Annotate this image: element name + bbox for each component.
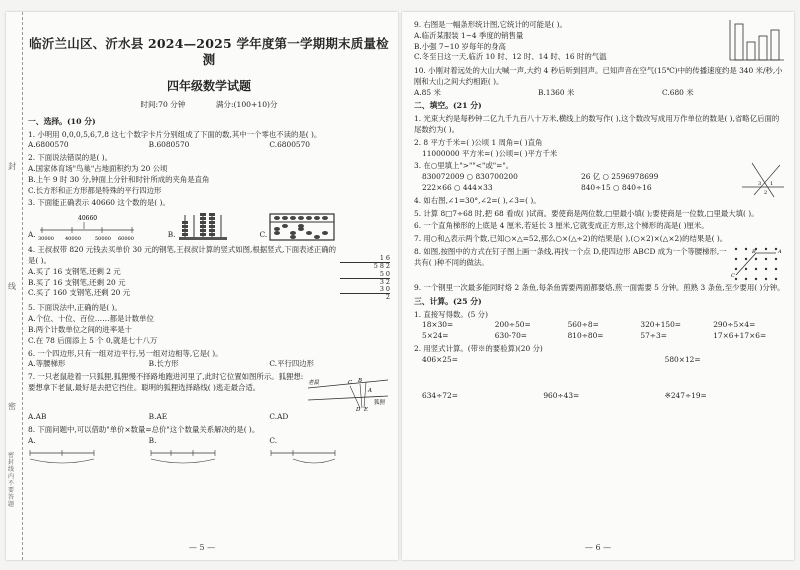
- question-4: 4. 王叔叔带 820 元钱去买单价 30 元的钢笔,王叔叔计算的竖式如图,根据竖式,下面表述正确的是( )。: [28, 245, 337, 265]
- question-10: 10. 小刚对着远处的大山大喊一声,大约 4 秒后听到回声。已知声音在空气(15℃)中的传播速度约是 340 米/秒,小刚和大山之间大约相距( )。: [414, 66, 783, 86]
- calc-item: 630-70=: [494, 331, 527, 341]
- option-label: A.: [28, 230, 36, 240]
- question-4-block: [28, 243, 390, 301]
- tick-label: 50000: [94, 236, 111, 242]
- svg-text:2: 2: [764, 190, 768, 197]
- division-line: 5 8 2: [340, 262, 390, 270]
- calc-item: [543, 355, 664, 391]
- option: B.AE: [148, 412, 168, 422]
- option-label: B.: [148, 435, 157, 445]
- calc-item: 5×24=: [422, 331, 449, 341]
- point-label: A: [368, 388, 372, 395]
- point-label: B: [358, 378, 363, 385]
- option: A.国家体育场"鸟巢"占地面积约为 20 公顷: [28, 163, 168, 173]
- compare-row: [414, 172, 740, 183]
- binding-word: 密: [8, 402, 16, 411]
- point-label: E: [364, 407, 369, 413]
- exam-meta: [28, 100, 390, 111]
- option: C.AD: [269, 412, 289, 422]
- bar-graph-figure: [726, 18, 786, 64]
- option: C.冬至日这一天,临沂 10 时、12 时、14 时、16 时的气温: [414, 52, 607, 62]
- long-division-figure: [340, 243, 390, 301]
- compare-item: 26 亿 ○ 2596978699: [581, 172, 659, 182]
- division-line: 2: [385, 293, 390, 302]
- segment-diagram-c: [269, 447, 339, 467]
- division-line: 3 2: [379, 277, 390, 286]
- number-line-option: [28, 213, 138, 241]
- option: [269, 436, 390, 467]
- binding-note: 密封线内不要答题: [8, 452, 15, 508]
- question-2: 2. 下面说法错误的是( )。: [28, 153, 113, 163]
- option-label: B.: [167, 230, 176, 240]
- exam-page-5: [6, 12, 398, 560]
- question-9-block: [414, 18, 786, 64]
- segment-diagram-a: [28, 447, 98, 467]
- fill-8-block: [414, 245, 786, 281]
- vertical-calc-row: [414, 355, 786, 391]
- question-10-options: [414, 88, 786, 99]
- option: C.在 78 后面添上 5 个 0,就是七十八万: [28, 335, 158, 345]
- option: A.AB: [28, 412, 47, 422]
- point-label: C: [731, 272, 735, 279]
- calc-item: 57÷3=: [640, 331, 667, 341]
- fill-6: 6. 一个直角梯形的上底是 4 厘米,若延长 3 厘米,它就变成正方形,这个梯形的高是( )厘米。: [414, 221, 709, 231]
- binding-word: 线: [8, 282, 16, 291]
- fill-5: 5. 计算 8□7÷68 时,把 68 看成( )试商。要使商是两位数,□里最小填( );要使商是一位数,□里最大填( )。: [414, 208, 759, 218]
- vertical-calc-row: [414, 391, 786, 427]
- option: B.上午 9 时 30 分,钟面上分针和时针所成的夹角是直角: [28, 174, 210, 184]
- option-label: C.: [269, 435, 278, 445]
- compare-item: 830072009 ○ 830700200: [422, 172, 518, 182]
- section-heading: 三、计算。(25 分): [414, 296, 482, 306]
- question-5: 5. 下面说法中,正确的是( )。: [28, 303, 122, 313]
- option: A.临沂某服装 1~4 季度的销售量: [414, 30, 524, 40]
- calc-item: 580×12=: [664, 354, 701, 364]
- option: C.买了 160 支钢笔,还剩 20 元: [28, 288, 131, 298]
- calc-1: 1. 直接写得数。(5 分): [414, 309, 488, 319]
- exam-score: 满分:(100+10)分: [215, 100, 278, 109]
- fill-7: 7. 用○和△表示两个数,已知○×△=52,那么○×(△÷2)的结果是( ),(○×2)×(△×2)的结果是( )。: [414, 234, 728, 244]
- page-number: — 5 —: [188, 543, 216, 552]
- tick-label: 30000: [37, 236, 54, 242]
- exam-time: 时间:70 分钟: [140, 100, 186, 109]
- question-8-options: [28, 436, 390, 467]
- calc-item: 560÷8=: [567, 320, 599, 330]
- point-label: C: [348, 380, 353, 387]
- question-3: 3. 下面能正确表示 40660 这个数的是( )。: [28, 198, 170, 208]
- label-fox: 狐狸: [374, 400, 386, 407]
- fill-8: 8. 如图,按图中的方式在钉子图上画一条线,再找一个点 D,使四边形 ABCD 成为一个等腰梯形,一共有( )种不同的做法。: [414, 246, 727, 267]
- exam-page-6: [402, 12, 794, 560]
- compare-row: [414, 183, 740, 194]
- binding-word: 封: [8, 162, 16, 171]
- svg-text:3: 3: [758, 181, 762, 188]
- point-label: A: [778, 248, 782, 255]
- calc-item: 320+150=: [640, 320, 681, 330]
- fill-2: 2. 8 平方千米=( )公顷 1 周角=( )直角: [414, 137, 543, 147]
- compare-item: 222×66 ○ 444×33: [422, 182, 493, 192]
- option: C.680 米: [662, 87, 694, 97]
- calc-item: 290÷5×4=: [713, 320, 756, 330]
- option: A.个位、十位、百位……都是计数单位: [28, 314, 154, 324]
- binding-strip: [6, 12, 23, 560]
- exam-title: 临沂兰山区、沂水县 2024—2025 学年度第一学期期末质量检测: [29, 36, 389, 67]
- calc-item: 634÷72=: [422, 390, 458, 400]
- option: A.6800570: [28, 140, 69, 150]
- option: A.买了 16 支钢笔,还剩 2 元: [28, 266, 121, 276]
- question-1-options: [28, 140, 390, 151]
- fill-9: 9. 一个钢里一次最多能同时烙 2 条鱼,每条鱼需要两面都要烙,煎一面需要 5 分钟。煎熟 3 条鱼,至少要用( )分钟。: [414, 282, 785, 292]
- angle-figure: [740, 159, 786, 199]
- division-line: 1 6: [379, 254, 390, 263]
- fill-4: 4. 如右图,∠1=30°,∠2=( ),∠3=( )。: [414, 195, 541, 205]
- tick-label: 60000: [117, 236, 134, 242]
- section-heading: 一、选择。(10 分): [28, 116, 96, 126]
- option: B.1360 米: [538, 87, 575, 97]
- option: A.85 米: [414, 87, 441, 97]
- exam-subtitle: 四年级数学试题: [166, 79, 251, 93]
- tick-label: 40000: [64, 236, 81, 242]
- page-number: — 6 —: [584, 543, 612, 552]
- svg-text:1: 1: [770, 181, 774, 188]
- question-3-figures: [28, 211, 390, 241]
- counter-option: [168, 211, 230, 241]
- option: B.长方形: [148, 359, 179, 369]
- question-7-options: [28, 412, 390, 423]
- calc-item: 406×25=: [422, 354, 458, 364]
- question-1: 1. 小明用 0,0,0,5,6,7,8 这七个数字卡片分别组成了下面的数,其中一个零也不读的是( )。: [28, 129, 322, 139]
- compare-item: 840÷15 ○ 840÷16: [581, 182, 652, 192]
- label-mouse: 老鼠: [308, 380, 320, 387]
- point-label: D: [356, 407, 361, 413]
- option: C.长方形和正方形都是特殊的平行四边形: [28, 185, 162, 195]
- question-9: 9. 右图是一幅条形统计图,它统计的可能是( )。: [414, 20, 567, 29]
- mental-math-grid: [414, 320, 786, 342]
- number-line-label: 40660: [77, 215, 97, 223]
- calc-item: 17×6+17×6=: [713, 331, 767, 341]
- question-7: 7. 一只老鼠趁着一只狐狸,狐狸慢不择路地跑进河里了,此时它位置如图所示。狐狸想:要想拿下老鼠,最好是去把它挡住。聪明的狐狸选择路线( )逃走最合适。: [28, 372, 304, 392]
- point-label: B: [752, 248, 756, 255]
- calc-item: 18×30=: [422, 320, 454, 330]
- option-label: A.: [28, 435, 36, 445]
- option: B.买了 16 支钢笔,还剩 20 元: [28, 277, 126, 287]
- option: B.两个计数单位之间的进率是十: [28, 324, 132, 334]
- option: [149, 436, 270, 467]
- division-line: 3 0: [340, 286, 390, 294]
- calc-item: 960÷43=: [543, 390, 580, 400]
- fill-2b: 11000000 平方米=( )公顷=( )平方千米: [422, 148, 558, 158]
- fox-mouse-figure: [304, 370, 390, 412]
- question-6: 6. 一个四边形,只有一组对边平行,另一组对边相等,它是( )。: [28, 348, 223, 358]
- section-heading: 二、填空。(21 分): [414, 101, 482, 111]
- number-line-figure: [38, 213, 138, 241]
- segment-diagram-b: [149, 447, 219, 467]
- fill-3-4-block: [414, 159, 786, 206]
- fill-1: 1. 光束大约是每秒钟二亿九千九百八十万米,横线上的数写作( ),这个数改写成用万作单位的数是( ),省略亿后面的尾数约为( )。: [414, 114, 780, 134]
- option: C.平行四边形: [269, 359, 315, 369]
- fill-3: 3. 在○里填上">""<"或"="。: [414, 161, 514, 171]
- question-6-options: [28, 359, 390, 370]
- pegboard-figure: [730, 245, 786, 281]
- calc-2: 2. 用竖式计算。(带※的要验算)(20 分): [414, 343, 543, 353]
- option-label: C.: [259, 230, 268, 240]
- option: B.小强 7~10 岁每年的身高: [414, 41, 506, 51]
- question-8: 8. 下面问题中,可以借助"单价×数量=总价"这个数量关系解决的是( )。: [28, 424, 260, 434]
- calc-item: ※247÷19=: [664, 390, 707, 400]
- option: B.6080570: [148, 140, 190, 150]
- abacus-figure: [269, 213, 335, 241]
- calc-item: 810÷80=: [567, 331, 604, 341]
- option: A.等腰梯形: [28, 359, 66, 369]
- abacus-option: [259, 213, 335, 241]
- counting-rod-figure: [177, 211, 229, 241]
- option: C.6800570: [269, 140, 310, 150]
- calc-item: 200÷50=: [494, 320, 531, 330]
- option: [28, 436, 149, 467]
- division-line: 5 0: [340, 271, 390, 279]
- question-7-block: [28, 370, 390, 412]
